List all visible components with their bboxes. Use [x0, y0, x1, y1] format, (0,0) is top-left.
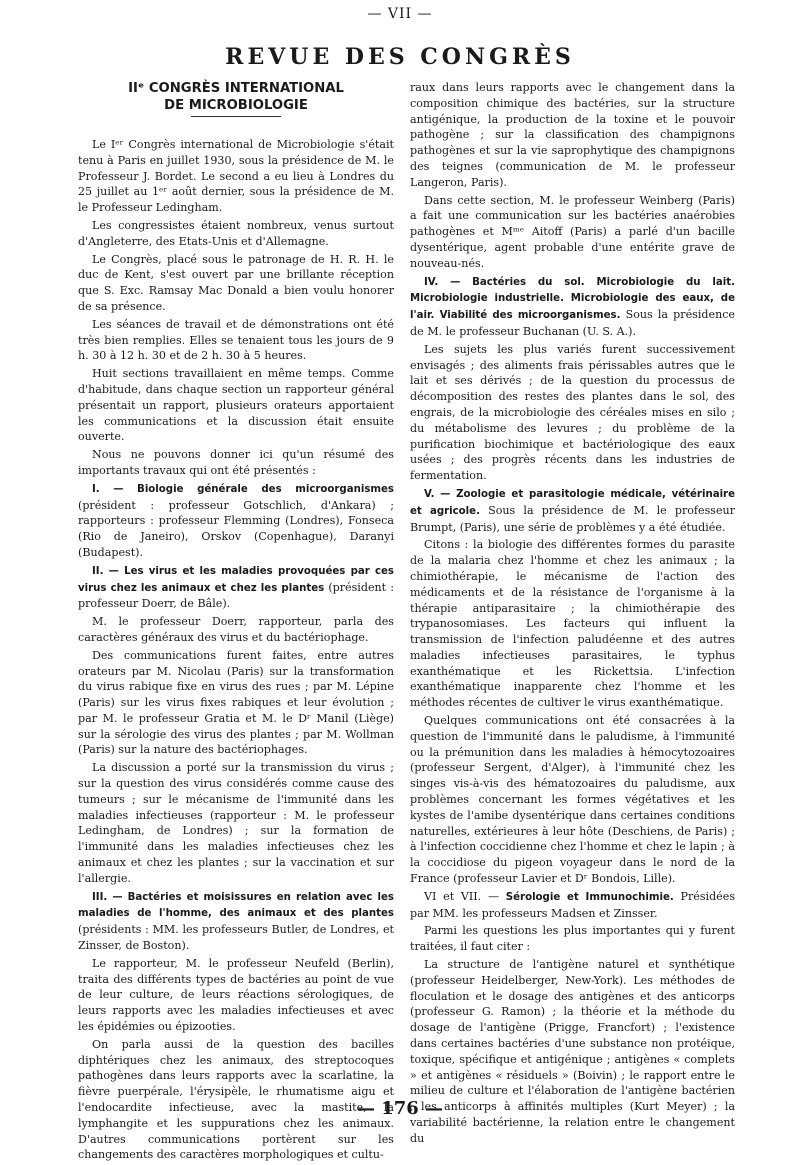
roman-folio: — VII — [367, 6, 433, 22]
page-number: — 176 — [356, 1098, 444, 1119]
article-title-line2: DE MICROBIOLOGIE [164, 98, 308, 113]
section-paragraph [410, 486, 735, 535]
paragraph: On parla aussi de la question des bacilles diphtériques chez les animaux, des streptocoques pathogènes dans leurs rapports avec la scarlatine, la fièvre puerpérale, l'érysipèle, le rhumatisme aigu et l'endocardite infectieuse, avec la mastite, la lymphangite et les suppurations chez les animaux. D'autres communications portèrent sur les changements des caractères morphologiques et cultu- [78, 1037, 394, 1162]
paragraph: Nous ne pouvons donner ici qu'un résumé des importants travaux qui ont été présentés : [78, 448, 394, 477]
title-underline [191, 116, 281, 117]
paragraph: Le Congrès, placé sous le patronage de H. R. H. le duc de Kent, s'est ouvert par une brillante réception que S. Exc. Ramsay Mac Donald a bien voulu honorer de sa présence. [78, 252, 394, 313]
section-heading: II. — Les virus et les maladies provoquées par ces virus chez les animaux et chez les plantes [78, 565, 394, 594]
section-heading: V. — Zoologie et parasitologie médicale, vétérinaire et agricole. [410, 488, 735, 517]
paragraph: raux dans leurs rapports avec le changement dans la composition chimique des bactéries, sur la structure antigénique, la production de la toxine et le pouvoir pathogène ; sur la classification des champignons pathogènes et sur la vie saprophytique des champignons des teignes (communication de M. le professeur Langeron, Paris). [410, 81, 735, 189]
section-paragraph [410, 889, 735, 922]
paragraph: Dans cette section, M. le professeur Weinberg (Paris) a fait une communication sur les bactéries anaérobies pathogènes et Mᵐᵉ Aitoff (Paris) a parlé d'un bacille dysentérique, agent probable d'une entérite grave de nouveau-nés. [410, 193, 735, 270]
section-paragraph [78, 563, 394, 612]
article-title-line1: IIᵉ CONGRÈS INTERNATIONAL [128, 81, 344, 96]
right-column [410, 80, 735, 1149]
paragraph: La discussion a porté sur la transmission du virus ; sur la question des virus considérés comme cause des tumeurs ; sur le mécanisme de l'immunité dans les maladies infectieuses (rapporteur : M. le professeur Ledingham, de Londres) ; sur la formation de l'immunité dans les maladies infectieuses chez les animaux et chez les plantes ; sur la vaccination et sur l'allergie. [78, 761, 394, 885]
section-number: VI et VII. — [424, 889, 506, 903]
section-text: Présidées par MM. les professeurs Madsen et Zinsser. [410, 889, 736, 920]
section-paragraph [78, 889, 394, 954]
section-heading: Sérologie et Immunochimie. [505, 891, 674, 903]
section-heading: IV. — Bactéries du sol. Microbiologie du lait. Microbiologie industrielle. Microbiologie des eaux, de l'air. Viabilité des microorganismes. [410, 276, 735, 322]
left-column [78, 80, 394, 1165]
paragraph: Des communications furent faites, entre autres orateurs par M. Nicolau (Paris) sur la transformation du virus rabique fixe en virus des rues ; par M. Lépine (Paris) sur les virus fixes rabiques et leur évolution ; par M. le professeur Gratia et M. le Dʳ Manil (Liège) sur la sérologie des virus des plantes ; par M. Wollman (Paris) sur la nature des bactériophages. [78, 648, 394, 757]
section-text: Sous la présidence de M. le professeur Buchanan (U. S. A.). [410, 308, 735, 338]
paragraph: Le rapporteur, M. le professeur Neufeld (Berlin), traita des différents types de bactéries au point de vue de leur culture, de leurs réactions sérologiques, de leurs rapports avec les maladies infectieuses et avec les épidémies ou épizooties. [78, 956, 394, 1034]
section-paragraph [78, 481, 394, 561]
paragraph: M. le professeur Doerr, rapporteur, parla des caractères généraux des virus et du bactériophage. [78, 615, 394, 644]
paragraph: Citons : la biologie des différentes formes du parasite de la malaria chez l'homme et chez les animaux ; la chimiothérapie, le mécanisme de l'action des médicaments et de la résistance de l'organisme à la thérapie antiparasitaire ; la chimiothérapie des trypanosomiases. Les facteurs qui influent la transmission de l'infection paludéenne et des autres maladies infectieuses parasitaires, le typhus exanthématique et les Rickettsia. L'infection exanthématique inapparente chez l'homme et les méthodes récentes de cultiver le virus exanthématique. [410, 538, 735, 710]
paragraph: Quelques communications ont été consacrées à la question de l'immunité dans le paludisme, à l'immunité ou la prémunition dans les maladies à hémocytozoaires (professeur Sergent, d'Alger), à l'immunité chez les singes vis-à-vis des hématozoaires du paludisme, aux problèmes concernant les formes végétatives et les kystes de l'amibe dysentérique dans certaines conditions naturelles, extérieures à leur hôte (Deschiens, de Paris) ; à l'infection coccidienne chez l'homme et chez le lapin ; à la coccidiose du pigeon voyageur dans le nord de la France (professeur Lavier et Dʳ Bondois, Lille). [410, 714, 735, 886]
section-text: (présidents : MM. les professeurs Butler, de Londres, et Zinsser, de Boston). [78, 923, 394, 953]
paragraph: Les sujets les plus variés furent successivement envisagés ; des aliments frais périssables autres que le lait et ses dérivés ; de la question du processus de décomposition des restes des plantes dans le sol, des engrais, de la microbiologie des céréales mises en silo ; du métabolisme des levures ; du problème de la purification biochimique et bactériologique des eaux usées ; des progrès récents dans les industries de fermentation. [410, 342, 735, 483]
paragraph: Huit sections travaillaient en même temps. Comme d'habitude, dans chaque section un rapporteur général présentait un rapport, plusieurs orateurs apportaient les communications et la discussion était ensuite ouverte. [78, 367, 394, 444]
paragraph: Parmi les questions les plus importantes qui y furent traitées, il faut citer : [410, 924, 735, 954]
section-text: (président : professeur Doerr, de Bâle). [78, 580, 394, 611]
section-paragraph [410, 274, 735, 340]
paragraph: La structure de l'antigène naturel et synthétique (professeur Heidelberger, New-York). Les méthodes de floculation et le dosage des antigènes et des anticorps (professeur G. Ramon) ; la théorie et la méthode du dosage de l'antigène (Prigge, Francfort) ; l'existence dans certaines bactéries d'une substance non protéique, toxique, spécifique et antigénique ; antigènes « complets » et antigènes « résiduels » (Boivin) ; le rapport entre le milieu de culture et l'élaboration de l'antigène bactérien ; les anticorps à affinités multiples (Kurt Meyer) ; la variabilité bactérienne, la relation entre le changement du [410, 958, 735, 1145]
section-text: Sous la présidence de M. le professeur Brumpt, (Paris), une série de problèmes y a été étudiée. [410, 503, 735, 534]
paragraph: Les séances de travail et de démonstrations ont été très bien remplies. Elles se tenaient tous les jours de 9 h. 30 à 12 h. 30 et de 2 h. 30 à 5 heures. [78, 317, 394, 363]
section-heading: I. — Biologie générale des microorganismes [92, 483, 394, 495]
paragraph: Le Iᵉʳ Congrès international de Microbiologie s'était tenu à Paris en juillet 1930, sous la présidence de M. le Professeur J. Bordet. Le second a eu lieu à Londres du 25 juillet au 1ᵉʳ août dernier, sous la présidence de M. le Professeur Ledingham. [78, 138, 394, 215]
journal-section-title: REVUE DES CONGRÈS [225, 44, 575, 70]
section-heading: III. — Bactéries et moisissures en relation avec les maladies de l'homme, des animaux et des plantes [78, 891, 394, 920]
section-text: (président : professeur Gotschlich, d'Ankara) ; rapporteurs : professeur Flemming (Londres), Fonseca (Rio de Janeiro), Orskov (Copenhague), Daranyi (Budapest). [78, 498, 394, 559]
paragraph: Les congressistes étaient nombreux, venus surtout d'Angleterre, des Etats-Unis et d'Allemagne. [78, 218, 394, 248]
article-title [78, 80, 394, 117]
